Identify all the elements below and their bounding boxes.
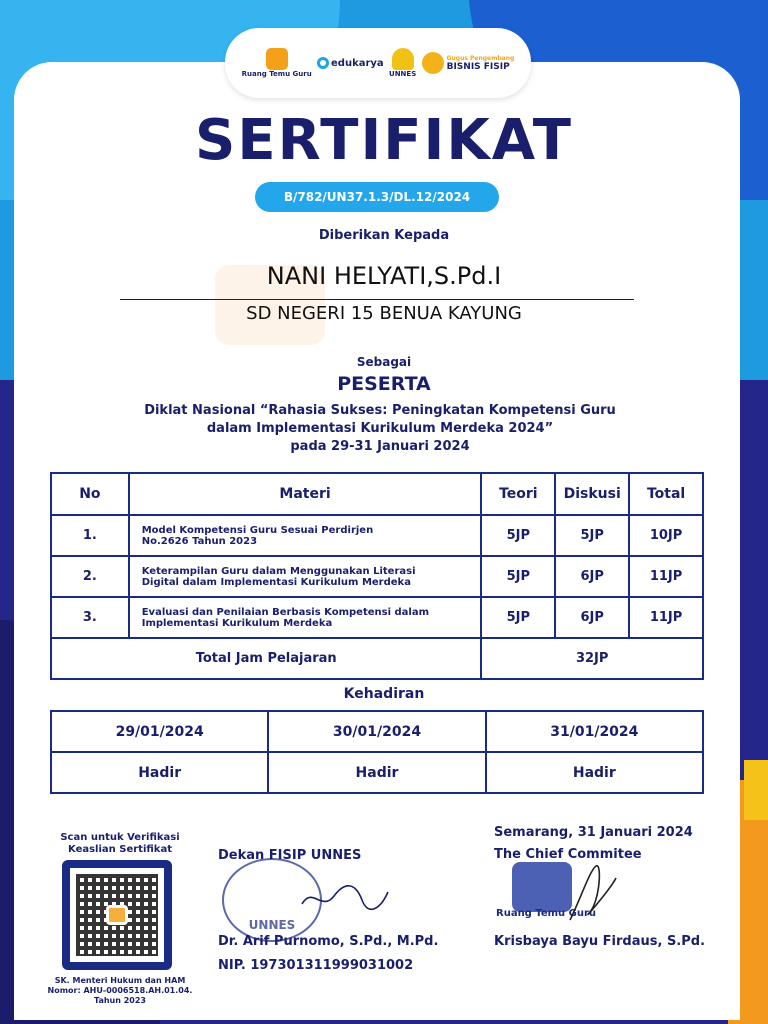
unnes-stamp-text: UNNES — [248, 918, 296, 932]
attendance-date: 29/01/2024 — [51, 711, 268, 752]
row-diskusi: 5JP — [555, 515, 629, 556]
edukarya-logo — [317, 57, 384, 69]
ruang-temu-guru-stamp-text: Ruang Temu Guru — [496, 908, 596, 919]
recipient-name: NANI HELYATI,S.Pd.I — [266, 262, 502, 290]
fisip-bottom-text: BISNIS FISIP — [446, 61, 510, 72]
qr-code[interactable] — [62, 860, 172, 970]
name-underline — [120, 299, 634, 300]
materi-table — [50, 472, 704, 680]
dekan-title: Dekan FISIP UNNES — [218, 848, 362, 863]
dekan-nip: NIP. 197301311999031002 — [218, 958, 414, 973]
header-teori: Teori — [481, 473, 555, 515]
event-description — [100, 402, 660, 456]
attendance-table — [50, 710, 704, 794]
ruang-temu-guru-icon — [266, 48, 288, 70]
attendance-title: Kehadiran — [343, 686, 425, 702]
event-line-3: pada 29-31 Januari 2024 — [290, 439, 470, 454]
row-total: 11JP — [629, 597, 703, 638]
row-teori: 5JP — [481, 515, 555, 556]
fisip-icon — [422, 52, 444, 74]
header-no: No — [51, 473, 129, 515]
header-diskusi: Diskusi — [555, 473, 629, 515]
unnes-emblem-icon — [392, 48, 414, 70]
qr-pattern — [76, 874, 158, 956]
row-teori: 5JP — [481, 556, 555, 597]
unnes-logo — [389, 48, 416, 78]
dekan-signature — [300, 878, 390, 918]
ruang-temu-guru-logo — [242, 48, 312, 78]
sk-line-3: Tahun 2023 — [94, 996, 146, 1005]
row-total: 10JP — [629, 515, 703, 556]
attendance-date-row — [51, 711, 703, 752]
table-row — [51, 515, 703, 556]
attendance-status: Hadir — [51, 752, 268, 793]
unnes-text: UNNES — [389, 70, 417, 78]
sign-city-date: Semarang, 31 Januari 2024 — [494, 825, 693, 840]
attendance-status: Hadir — [268, 752, 485, 793]
given-to-label: Diberikan Kepada — [318, 228, 450, 243]
table-header-row — [51, 473, 703, 515]
row-total: 11JP — [629, 556, 703, 597]
event-line-1: Diklat Nasional “Rahasia Sukses: Peningkatan Kompetensi Guru — [144, 403, 616, 418]
chief-signature — [560, 860, 620, 930]
qr-logo-icon — [106, 905, 128, 925]
header-total: Total — [629, 473, 703, 515]
certificate-number: B/782/UN37.1.3/DL.12/2024 — [255, 182, 499, 212]
as-label: Sebagai — [356, 355, 412, 369]
total-row — [51, 638, 703, 679]
dekan-name: Dr. Arif Purnomo, S.Pd., M.Pd. — [218, 934, 439, 949]
chief-title: The Chief Commitee — [494, 847, 642, 862]
sk-line-2: Nomor: AHU-0006518.AH.01.04. — [47, 986, 193, 995]
row-materi-line: No.2626 Tahun 2023 — [141, 535, 258, 547]
ruang-temu-guru-text: Ruang Temu Guru — [241, 70, 312, 78]
recipient-school: SD NEGERI 15 BENUA KAYUNG — [246, 303, 522, 324]
fisip-logo — [422, 52, 515, 74]
edukarya-text: edukarya — [331, 57, 384, 69]
scan-line-1: Scan untuk Verifikasi — [60, 832, 180, 843]
table-row — [51, 597, 703, 638]
logo-bar — [225, 28, 531, 98]
row-materi — [129, 556, 482, 597]
scan-verification-label — [40, 832, 200, 856]
row-materi — [129, 597, 482, 638]
attendance-date: 31/01/2024 — [486, 711, 703, 752]
attendance-date: 30/01/2024 — [268, 711, 485, 752]
chief-name: Krisbaya Bayu Firdaus, S.Pd. — [494, 934, 706, 949]
certificate-title: SERTIFIKAT — [195, 108, 573, 173]
row-materi-line: Keterampilan Guru dalam Menggunakan Literasi — [141, 565, 416, 577]
row-diskusi: 6JP — [555, 556, 629, 597]
header-materi: Materi — [129, 473, 482, 515]
fisip-top-text: Gugus Pengembang — [446, 54, 515, 62]
participant-role: PESERTA — [337, 373, 431, 395]
row-materi-line: Evaluasi dan Penilaian Berbasis Kompetensi dalam — [141, 606, 429, 618]
attendance-status-row — [51, 752, 703, 793]
row-diskusi: 6JP — [555, 597, 629, 638]
row-materi-line: Digital dalam Implementasi Kurikulum Merdeka — [141, 576, 411, 588]
table-row — [51, 556, 703, 597]
scan-line-2: Keaslian Sertifikat — [68, 844, 172, 855]
row-materi-line: Model Kompetensi Guru Sesuai Perdirjen — [141, 524, 374, 536]
sk-registration — [30, 976, 210, 1006]
row-teori: 5JP — [481, 597, 555, 638]
row-materi-line: Implementasi Kurikulum Merdeka — [141, 617, 333, 629]
attendance-status: Hadir — [486, 752, 703, 793]
event-line-2: dalam Implementasi Kurikulum Merdeka 2024” — [206, 421, 554, 436]
total-value: 32JP — [481, 638, 703, 679]
row-no: 2. — [51, 556, 129, 597]
row-materi — [129, 515, 482, 556]
total-label: Total Jam Pelajaran — [51, 638, 481, 679]
bg-yellow-shape — [744, 760, 768, 820]
edukarya-icon — [317, 57, 329, 69]
row-no: 1. — [51, 515, 129, 556]
row-no: 3. — [51, 597, 129, 638]
sk-line-1: SK. Menteri Hukum dan HAM — [54, 976, 186, 985]
